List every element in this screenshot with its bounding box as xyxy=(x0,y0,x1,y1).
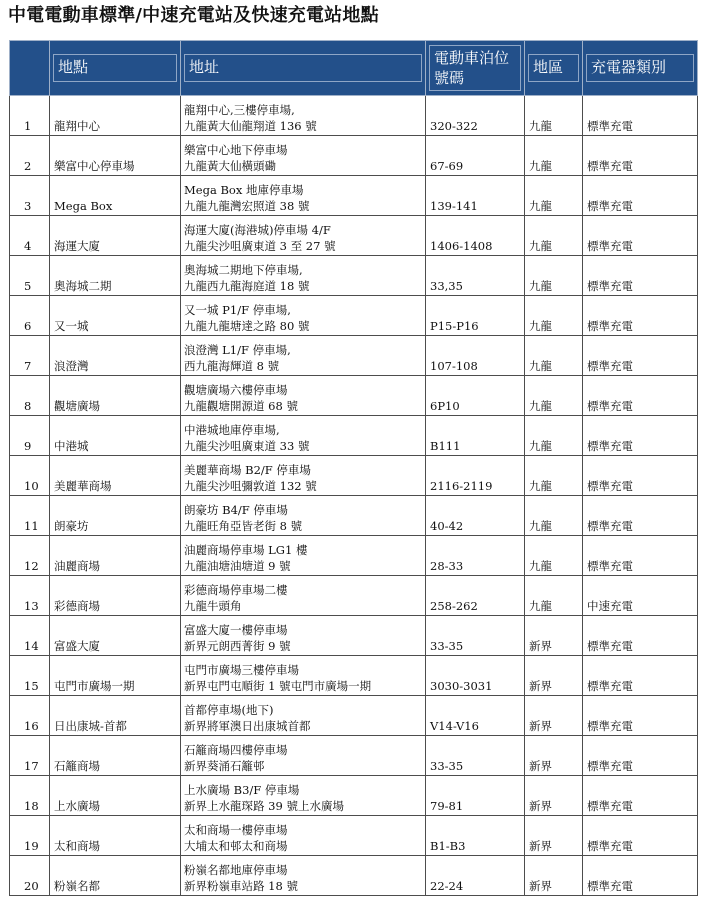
table-row xyxy=(10,136,698,176)
location-name: 粉嶺名都 xyxy=(50,856,181,896)
row-number: 15 xyxy=(10,656,50,696)
parking-bays: 1406-1408 xyxy=(426,216,525,256)
address-cell xyxy=(181,616,426,656)
address-cell xyxy=(181,256,426,296)
address-cell xyxy=(181,336,426,376)
table-body xyxy=(10,96,698,896)
charger-type: 標準充電 xyxy=(583,176,698,216)
district: 九龍 xyxy=(525,576,583,616)
location-name: 油麗商場 xyxy=(50,536,181,576)
address-line: 大埔太和邨太和商場 xyxy=(184,839,288,853)
parking-bays: 2116-2119 xyxy=(426,456,525,496)
row-number: 14 xyxy=(10,616,50,656)
charger-type: 標準充電 xyxy=(583,296,698,336)
address-cell xyxy=(181,456,426,496)
table-header-row xyxy=(10,41,698,96)
location-name: 又一城 xyxy=(50,296,181,336)
header-location xyxy=(50,41,181,96)
address-line: 西九龍海輝道 8 號 xyxy=(184,359,280,373)
row-number: 11 xyxy=(10,496,50,536)
row-number: 18 xyxy=(10,776,50,816)
header-bays-label: 電動車泊位號碼 xyxy=(429,45,521,91)
address-line: 上水廣場 B3/F 停車場 xyxy=(184,783,300,797)
address-line: Mega Box 地庫停車場 xyxy=(184,183,304,197)
address-cell xyxy=(181,536,426,576)
location-name: 上水廣場 xyxy=(50,776,181,816)
table-row xyxy=(10,456,698,496)
district: 新界 xyxy=(525,656,583,696)
charger-type: 標準充電 xyxy=(583,336,698,376)
row-number: 17 xyxy=(10,736,50,776)
row-number: 5 xyxy=(10,256,50,296)
address-line: 海運大廈(海港城)停車場 4/F xyxy=(184,223,331,237)
address-cell xyxy=(181,656,426,696)
parking-bays: 40-42 xyxy=(426,496,525,536)
address-cell xyxy=(181,856,426,896)
address-line: 石籬商場四樓停車場 xyxy=(184,743,288,757)
address-line: 九龍尖沙咀彌敦道 132 號 xyxy=(184,479,317,493)
location-name: 奧海城二期 xyxy=(50,256,181,296)
table-row xyxy=(10,576,698,616)
location-name: Mega Box xyxy=(50,176,181,216)
location-name: 龍翔中心 xyxy=(50,96,181,136)
charging-stations-table xyxy=(9,40,698,896)
location-name: 彩德商場 xyxy=(50,576,181,616)
location-name: 石籬商場 xyxy=(50,736,181,776)
address-cell xyxy=(181,96,426,136)
row-number: 16 xyxy=(10,696,50,736)
district: 新界 xyxy=(525,776,583,816)
location-name: 美麗華商場 xyxy=(50,456,181,496)
table-row xyxy=(10,376,698,416)
row-number: 12 xyxy=(10,536,50,576)
address-cell xyxy=(181,416,426,456)
row-number: 6 xyxy=(10,296,50,336)
parking-bays: 79-81 xyxy=(426,776,525,816)
parking-bays: 258-262 xyxy=(426,576,525,616)
table-row xyxy=(10,176,698,216)
header-address-label: 地址 xyxy=(184,54,422,82)
district: 九龍 xyxy=(525,96,583,136)
address-line: 九龍九龍灣宏照道 38 號 xyxy=(184,199,310,213)
table-row xyxy=(10,336,698,376)
address-line: 新界葵涌石籬邨 xyxy=(184,759,265,773)
address-cell xyxy=(181,176,426,216)
table-row xyxy=(10,96,698,136)
address-line: 中港城地庫停車場, xyxy=(184,423,280,437)
header-district-label: 地區 xyxy=(528,54,579,82)
charger-type: 標準充電 xyxy=(583,616,698,656)
parking-bays: 28-33 xyxy=(426,536,525,576)
district: 九龍 xyxy=(525,416,583,456)
parking-bays: P15-P16 xyxy=(426,296,525,336)
row-number: 3 xyxy=(10,176,50,216)
location-name: 富盛大廈 xyxy=(50,616,181,656)
address-line: 又一城 P1/F 停車場, xyxy=(184,303,291,317)
district: 新界 xyxy=(525,616,583,656)
charger-type: 標準充電 xyxy=(583,416,698,456)
parking-bays: 139-141 xyxy=(426,176,525,216)
address-line: 油麗商場停車場 LG1 樓 xyxy=(184,543,308,557)
charger-type: 標準充電 xyxy=(583,696,698,736)
address-cell xyxy=(181,736,426,776)
table-row xyxy=(10,536,698,576)
row-number: 7 xyxy=(10,336,50,376)
address-line: 新界上水龍琛路 39 號上水廣場 xyxy=(184,799,344,813)
address-line: 九龍黃大仙龍翔道 136 號 xyxy=(184,119,317,133)
charger-type: 標準充電 xyxy=(583,816,698,856)
charger-type: 標準充電 xyxy=(583,256,698,296)
address-line: 九龍九龍塘達之路 80 號 xyxy=(184,319,310,333)
district: 新界 xyxy=(525,856,583,896)
address-line: 彩德商場停車場二樓 xyxy=(184,583,288,597)
district: 九龍 xyxy=(525,376,583,416)
district: 九龍 xyxy=(525,456,583,496)
row-number: 13 xyxy=(10,576,50,616)
parking-bays: B111 xyxy=(426,416,525,456)
parking-bays: 33,35 xyxy=(426,256,525,296)
location-name: 朗豪坊 xyxy=(50,496,181,536)
address-cell xyxy=(181,136,426,176)
row-number: 2 xyxy=(10,136,50,176)
parking-bays: 33-35 xyxy=(426,736,525,776)
document-title: 中電電動車標準/中速充電站及快速充電站地點 xyxy=(8,5,379,26)
address-line: 九龍觀塘開源道 68 號 xyxy=(184,399,298,413)
address-line: 浪澄灣 L1/F 停車場, xyxy=(184,343,291,357)
charger-type: 中速充電 xyxy=(583,576,698,616)
row-number: 8 xyxy=(10,376,50,416)
address-line: 龍翔中心,三樓停車場, xyxy=(184,103,295,117)
location-name: 日出康城-首都 xyxy=(50,696,181,736)
parking-bays: 107-108 xyxy=(426,336,525,376)
address-line: 首都停車場(地下) xyxy=(184,703,274,717)
address-cell xyxy=(181,496,426,536)
charger-type: 標準充電 xyxy=(583,536,698,576)
row-number: 19 xyxy=(10,816,50,856)
charger-type: 標準充電 xyxy=(583,736,698,776)
address-line: 美麗華商場 B2/F 停車場 xyxy=(184,463,311,477)
table-row xyxy=(10,776,698,816)
district: 新界 xyxy=(525,736,583,776)
address-line: 觀塘廣場六樓停車場 xyxy=(184,383,288,397)
district: 九龍 xyxy=(525,296,583,336)
district: 九龍 xyxy=(525,256,583,296)
district: 九龍 xyxy=(525,136,583,176)
address-line: 朗豪坊 B4/F 停車場 xyxy=(184,503,288,517)
charger-type: 標準充電 xyxy=(583,856,698,896)
table-row xyxy=(10,496,698,536)
location-name: 觀塘廣場 xyxy=(50,376,181,416)
charger-type: 標準充電 xyxy=(583,496,698,536)
row-number: 1 xyxy=(10,96,50,136)
row-number: 10 xyxy=(10,456,50,496)
parking-bays: B1-B3 xyxy=(426,816,525,856)
location-name: 中港城 xyxy=(50,416,181,456)
address-line: 太和商場一樓停車場 xyxy=(184,823,288,837)
location-name: 樂富中心停車場 xyxy=(50,136,181,176)
location-name: 太和商場 xyxy=(50,816,181,856)
table-row xyxy=(10,256,698,296)
address-line: 九龍尖沙咀廣東道 3 至 27 號 xyxy=(184,239,336,253)
header-charger-type xyxy=(583,41,698,96)
district: 新界 xyxy=(525,696,583,736)
address-line: 新界粉嶺車站路 18 號 xyxy=(184,879,298,893)
address-cell xyxy=(181,696,426,736)
address-cell xyxy=(181,376,426,416)
address-line: 新界屯門屯順街 1 號屯門市廣場一期 xyxy=(184,679,372,693)
district: 九龍 xyxy=(525,496,583,536)
district: 九龍 xyxy=(525,176,583,216)
address-line: 奧海城二期地下停車場, xyxy=(184,263,303,277)
address-line: 樂富中心地下停車場 xyxy=(184,143,288,157)
header-district xyxy=(525,41,583,96)
address-cell xyxy=(181,816,426,856)
location-name: 浪澄灣 xyxy=(50,336,181,376)
header-address xyxy=(181,41,426,96)
table-row xyxy=(10,656,698,696)
header-charger-type-label: 充電器類別 xyxy=(586,54,694,82)
charger-type: 標準充電 xyxy=(583,776,698,816)
parking-bays: 33-35 xyxy=(426,616,525,656)
charger-type: 標準充電 xyxy=(583,456,698,496)
district: 九龍 xyxy=(525,216,583,256)
address-line: 粉嶺名都地庫停車場 xyxy=(184,863,288,877)
address-line: 屯門市廣場三樓停車場 xyxy=(184,663,299,677)
charger-type: 標準充電 xyxy=(583,216,698,256)
address-cell xyxy=(181,776,426,816)
parking-bays: 3030-3031 xyxy=(426,656,525,696)
district: 九龍 xyxy=(525,336,583,376)
address-line: 新界將軍澳日出康城首都 xyxy=(184,719,311,733)
charger-type: 標準充電 xyxy=(583,96,698,136)
table-row xyxy=(10,416,698,456)
address-line: 九龍旺角亞皆老街 8 號 xyxy=(184,519,303,533)
row-number: 4 xyxy=(10,216,50,256)
charger-type: 標準充電 xyxy=(583,376,698,416)
location-name: 屯門市廣場一期 xyxy=(50,656,181,696)
address-line: 九龍油塘油塘道 9 號 xyxy=(184,559,291,573)
table-row xyxy=(10,856,698,896)
address-line: 九龍牛頭角 xyxy=(184,599,242,613)
parking-bays: 320-322 xyxy=(426,96,525,136)
header-number xyxy=(10,41,50,96)
address-line: 九龍尖沙咀廣東道 33 號 xyxy=(184,439,310,453)
district: 九龍 xyxy=(525,536,583,576)
address-line: 富盛大廈一樓停車場 xyxy=(184,623,288,637)
parking-bays: 6P10 xyxy=(426,376,525,416)
header-bays xyxy=(426,41,525,96)
header-location-label: 地點 xyxy=(53,54,177,82)
address-cell xyxy=(181,296,426,336)
table-row xyxy=(10,296,698,336)
table-row xyxy=(10,216,698,256)
table-row xyxy=(10,816,698,856)
table-row xyxy=(10,736,698,776)
address-line: 九龍西九龍海庭道 18 號 xyxy=(184,279,310,293)
address-cell xyxy=(181,216,426,256)
parking-bays: 67-69 xyxy=(426,136,525,176)
charger-type: 標準充電 xyxy=(583,136,698,176)
table-row xyxy=(10,616,698,656)
parking-bays: V14-V16 xyxy=(426,696,525,736)
district: 新界 xyxy=(525,816,583,856)
row-number: 20 xyxy=(10,856,50,896)
address-cell xyxy=(181,576,426,616)
parking-bays: 22-24 xyxy=(426,856,525,896)
row-number: 9 xyxy=(10,416,50,456)
charger-type: 標準充電 xyxy=(583,656,698,696)
address-line: 新界元朗西菁街 9 號 xyxy=(184,639,291,653)
location-name: 海運大廈 xyxy=(50,216,181,256)
address-line: 九龍黃大仙橫頭磡 xyxy=(184,159,276,173)
table-row xyxy=(10,696,698,736)
